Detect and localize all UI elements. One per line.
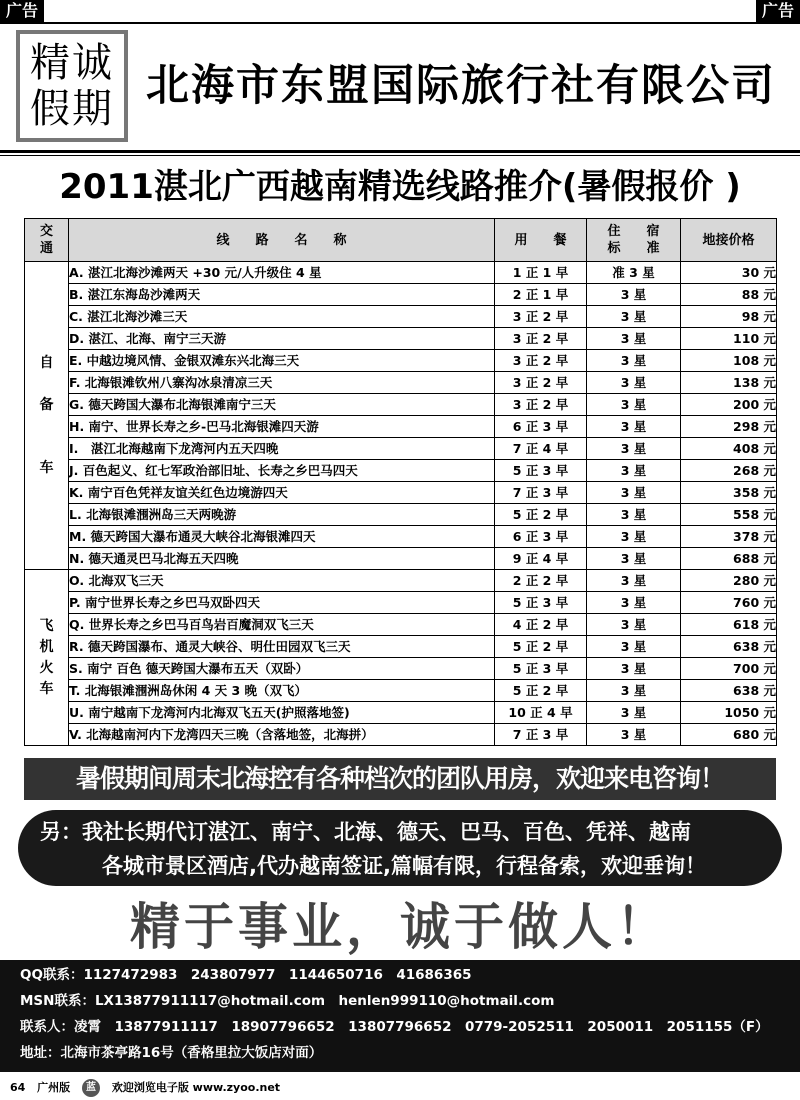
table-row <box>25 614 777 636</box>
table-header-row <box>25 219 777 262</box>
cell-price: 680 元 <box>681 724 777 746</box>
contact-phone: 联系人：凌霄 13877911117 18907796652 13807796652 0779-2052511 2050011 2051155（F） <box>20 1019 769 1035</box>
cell-meal: 3 正 2 早 <box>495 372 587 394</box>
cell-hotel: 3 星 <box>587 504 681 526</box>
cell-hotel: 3 星 <box>587 658 681 680</box>
cell-hotel: 3 星 <box>587 460 681 482</box>
cell-price: 110 元 <box>681 328 777 350</box>
footer-text: 欢迎浏览电子版 www.zyoo.net <box>111 1081 281 1094</box>
cell-hotel: 准 3 星 <box>587 262 681 284</box>
cell-meal: 5 正 2 早 <box>495 636 587 658</box>
notice-line-1: 另：我社长期代订湛江、南宁、北海、德天、巴马、百色、凭祥、越南 <box>40 820 691 844</box>
table-row <box>25 548 777 570</box>
contact-address: 地址：北海市茶亭路16号（香格里拉大饭店对面） <box>20 1045 323 1061</box>
cell-price: 558 元 <box>681 504 777 526</box>
table-row <box>25 416 777 438</box>
cell-meal: 7 正 3 早 <box>495 482 587 504</box>
cell-price: 200 元 <box>681 394 777 416</box>
cell-route: L. 北海银滩涠洲岛三天两晚游 <box>69 504 495 526</box>
cell-hotel: 3 星 <box>587 592 681 614</box>
cell-hotel: 3 星 <box>587 570 681 592</box>
cell-route: T. 北海银滩涠洲岛休闲 4 天 3 晚（双飞） <box>69 680 495 702</box>
cell-meal: 1 正 1 早 <box>495 262 587 284</box>
contact-qq: QQ联系：1127472983 243807977 1144650716 41686365 <box>20 967 472 983</box>
header-hotel: 住 宿 标 准 <box>587 219 681 262</box>
cell-route: C. 湛江北海沙滩三天 <box>69 306 495 328</box>
routes-body <box>25 262 777 746</box>
cell-meal: 9 正 4 早 <box>495 548 587 570</box>
table-row <box>25 328 777 350</box>
cell-route: R. 德天跨国瀑布、通灵大峡谷、明仕田园双飞三天 <box>69 636 495 658</box>
cell-price: 688 元 <box>681 548 777 570</box>
cell-price: 30 元 <box>681 262 777 284</box>
table-row <box>25 592 777 614</box>
cell-price: 138 元 <box>681 372 777 394</box>
cell-hotel: 3 星 <box>587 306 681 328</box>
cell-price: 108 元 <box>681 350 777 372</box>
cell-route: Q. 世界长寿之乡巴马百鸟岩百魔洞双飞三天 <box>69 614 495 636</box>
cell-meal: 3 正 2 早 <box>495 394 587 416</box>
cell-route: K. 南宁百色凭祥友谊关红色边境游四天 <box>69 482 495 504</box>
cell-meal: 5 正 3 早 <box>495 592 587 614</box>
table-row <box>25 680 777 702</box>
cell-hotel: 3 星 <box>587 284 681 306</box>
cell-route: M. 德天跨国大瀑布通灵大峡谷北海银滩四天 <box>69 526 495 548</box>
promo-banner: 暑假期间周末北海控有各种档次的团队用房，欢迎来电咨询！ <box>24 758 776 800</box>
slogan: 精于事业，诚于做人！ <box>130 898 670 956</box>
cell-meal: 3 正 2 早 <box>495 350 587 372</box>
cell-route: D. 湛江、北海、南宁三天游 <box>69 328 495 350</box>
logo <box>16 30 128 142</box>
cell-meal: 10 正 4 早 <box>495 702 587 724</box>
cell-hotel: 3 星 <box>587 636 681 658</box>
logo-line-1: 精诚 <box>30 40 114 86</box>
edition-label: 广州版 <box>37 1081 71 1094</box>
cell-meal: 5 正 2 早 <box>495 504 587 526</box>
cell-price: 700 元 <box>681 658 777 680</box>
cell-hotel: 3 星 <box>587 438 681 460</box>
cell-meal: 2 正 1 早 <box>495 284 587 306</box>
cell-route: G. 德天跨国大瀑布北海银滩南宁三天 <box>69 394 495 416</box>
cell-hotel: 3 星 <box>587 526 681 548</box>
routes-table <box>24 218 777 746</box>
cell-route: O. 北海双飞三天 <box>69 570 495 592</box>
cell-price: 408 元 <box>681 438 777 460</box>
cell-route: F. 北海银滩钦州八寨沟冰泉清凉三天 <box>69 372 495 394</box>
cell-price: 618 元 <box>681 614 777 636</box>
cell-meal: 3 正 2 早 <box>495 328 587 350</box>
cell-meal: 5 正 2 早 <box>495 680 587 702</box>
cell-price: 358 元 <box>681 482 777 504</box>
cell-hotel: 3 星 <box>587 482 681 504</box>
cell-price: 88 元 <box>681 284 777 306</box>
table-row <box>25 636 777 658</box>
table-row <box>25 526 777 548</box>
contact-msn: MSN联系：LX13877911117@hotmail.com henlen999110@hotmail.com <box>20 993 555 1009</box>
cell-route: V. 北海越南河内下龙湾四天三晚（含落地签，北海拼） <box>69 724 495 746</box>
cell-route: H. 南宁、世界长寿之乡-巴马北海银滩四天游 <box>69 416 495 438</box>
page-footer <box>10 1078 288 1098</box>
table-row <box>25 460 777 482</box>
cell-hotel: 3 星 <box>587 702 681 724</box>
cell-hotel: 3 星 <box>587 372 681 394</box>
cell-meal: 5 正 3 早 <box>495 460 587 482</box>
cell-hotel: 3 星 <box>587 680 681 702</box>
table-row <box>25 284 777 306</box>
cell-hotel: 3 星 <box>587 394 681 416</box>
table-row <box>25 350 777 372</box>
cell-route: E. 中越边境风情、金银双滩东兴北海三天 <box>69 350 495 372</box>
table-row <box>25 570 777 592</box>
cell-meal: 2 正 2 早 <box>495 570 587 592</box>
table-row <box>25 504 777 526</box>
cell-meal: 3 正 2 早 <box>495 306 587 328</box>
cell-meal: 5 正 3 早 <box>495 658 587 680</box>
edition-badge-icon: 蓝 <box>82 1079 100 1097</box>
page-title: 2011湛北广西越南精选线路推介(暑假报价 ) <box>59 167 741 207</box>
header-transport: 交 通 <box>25 219 69 262</box>
cell-hotel: 3 星 <box>587 416 681 438</box>
notice-box <box>18 810 782 886</box>
cell-price: 760 元 <box>681 592 777 614</box>
cell-price: 98 元 <box>681 306 777 328</box>
notice-line-2: 各城市景区酒店,代办越南签证,篇幅有限，行程备索，欢迎垂询！ <box>102 854 706 878</box>
cell-price: 638 元 <box>681 680 777 702</box>
table-row <box>25 482 777 504</box>
cell-route: P. 南宁世界长寿之乡巴马双卧四天 <box>69 592 495 614</box>
header-divider <box>0 150 800 153</box>
cell-price: 268 元 <box>681 460 777 482</box>
table-row <box>25 658 777 680</box>
company-name: 北海市东盟国际旅行社有限公司 <box>146 61 776 111</box>
cell-price: 378 元 <box>681 526 777 548</box>
cell-hotel: 3 星 <box>587 614 681 636</box>
cell-route: U. 南宁越南下龙湾河内北海双飞五天(护照落地签) <box>69 702 495 724</box>
cell-route: S. 南宁 百色 德天跨国大瀑布五天（双卧） <box>69 658 495 680</box>
header-meal: 用 餐 <box>495 219 587 262</box>
contact-panel <box>0 960 800 1072</box>
cell-hotel: 3 星 <box>587 724 681 746</box>
page-number: 64 <box>10 1081 26 1094</box>
table-row <box>25 306 777 328</box>
top-divider <box>0 22 800 24</box>
cell-meal: 4 正 2 早 <box>495 614 587 636</box>
cell-hotel: 3 星 <box>587 328 681 350</box>
table-row <box>25 724 777 746</box>
header-route: 线 路 名 称 <box>69 219 495 262</box>
table-row <box>25 262 777 284</box>
table-row <box>25 438 777 460</box>
header-divider-thin <box>0 155 800 156</box>
cell-price: 280 元 <box>681 570 777 592</box>
cell-hotel: 3 星 <box>587 350 681 372</box>
cell-meal: 7 正 4 早 <box>495 438 587 460</box>
cell-meal: 7 正 3 早 <box>495 724 587 746</box>
table-row <box>25 394 777 416</box>
cell-route: A. 湛江北海沙滩两天 +30 元/人升级住 4 星 <box>69 262 495 284</box>
ad-tag-left: 广告 <box>0 0 44 22</box>
header-price: 地接价格 <box>681 219 777 262</box>
cell-meal: 6 正 3 早 <box>495 526 587 548</box>
cell-meal: 6 正 3 早 <box>495 416 587 438</box>
cell-price: 638 元 <box>681 636 777 658</box>
cell-price: 298 元 <box>681 416 777 438</box>
cell-route: I. 湛江北海越南下龙湾河内五天四晚 <box>69 438 495 460</box>
cell-route: B. 湛江东海岛沙滩两天 <box>69 284 495 306</box>
table-row <box>25 372 777 394</box>
transport-group-label: 自 备 车 <box>25 262 69 570</box>
transport-group-label: 飞 机 火 车 <box>25 570 69 746</box>
cell-hotel: 3 星 <box>587 548 681 570</box>
cell-route: N. 德天通灵巴马北海五天四晚 <box>69 548 495 570</box>
cell-route: J. 百色起义、红七军政治部旧址、长寿之乡巴马四天 <box>69 460 495 482</box>
ad-tag-right: 广告 <box>756 0 800 22</box>
logo-line-2: 假期 <box>30 86 114 132</box>
cell-price: 1050 元 <box>681 702 777 724</box>
table-row <box>25 702 777 724</box>
